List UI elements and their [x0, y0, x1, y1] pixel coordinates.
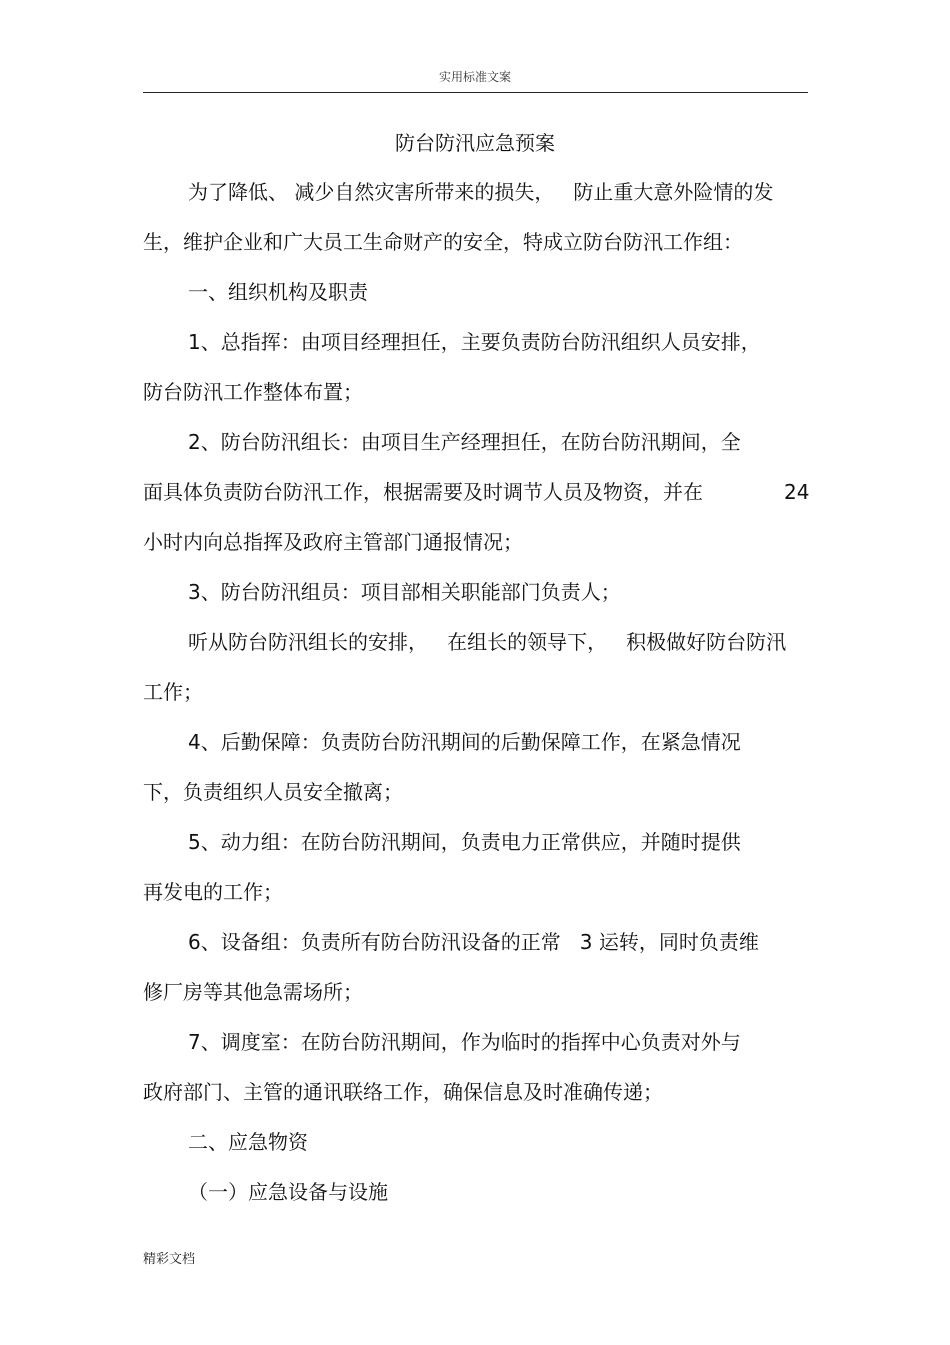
- section-heading: 一、组织机构及职责: [188, 280, 368, 304]
- header-text: 实用标准文案: [438, 70, 511, 84]
- section-heading: 二、应急物资: [188, 1130, 308, 1154]
- paragraph-line: 1、总指挥：由项目经理担任，主要负责防台防汛组织人员安排，: [188, 330, 761, 354]
- paragraph-line: 政府部门、主管的通讯联络工作，确保信息及时准确传递；: [143, 1080, 663, 1104]
- paragraph-line: 听从防台防汛组长的安排， 在组长的领导下， 积极做好防台防汛: [188, 630, 787, 654]
- paragraph-line: 再发电的工作；: [143, 880, 283, 904]
- paragraph-line: 防台防汛工作整体布置；: [143, 380, 363, 404]
- paragraph-line: 6、设备组：负责所有防台防汛设备的正常 3 运转，同时负责维: [188, 930, 759, 954]
- paragraph-line: 4、后勤保障：负责防台防汛期间的后勤保障工作，在紧急情况: [188, 730, 741, 754]
- paragraph-line: 7、调度室：在防台防汛期间，作为临时的指挥中心负责对外与: [188, 1030, 741, 1054]
- paragraph-line: 小时内向总指挥及政府主管部门通报情况；: [143, 530, 523, 554]
- paragraph-line: 下，负责组织人员安全撤离；: [143, 780, 403, 804]
- page-footer: 精彩文档: [143, 1252, 196, 1267]
- document-title: 防台防汛应急预案: [395, 131, 555, 155]
- paragraph-line: 5、动力组：在防台防汛期间，负责电力正常供应，并随时提供: [188, 830, 741, 854]
- header-divider: [143, 92, 808, 93]
- paragraph-line: 工作；: [143, 680, 203, 704]
- paragraph-line: 修厂房等其他急需场所；: [143, 980, 363, 1004]
- subsection-heading: （一）应急设备与设施: [188, 1180, 388, 1204]
- paragraph-line: 2、防台防汛组长：由项目生产经理担任，在防台防汛期间，全: [188, 430, 741, 454]
- paragraph-line-number: 24: [784, 480, 810, 504]
- paragraph-line: 3、防台防汛组员：项目部相关职能部门负责人；: [188, 580, 621, 604]
- paragraph-line: 为了降低、 减少自然灾害所带来的损失， 防止重大意外险情的发: [188, 180, 774, 204]
- paragraph-line: 生，维护企业和广大员工生命财产的安全，特成立防台防汛工作组：: [143, 230, 743, 254]
- paragraph-line: 面具体负责防台防汛工作，根据需要及时调节人员及物资，并在: [143, 480, 703, 504]
